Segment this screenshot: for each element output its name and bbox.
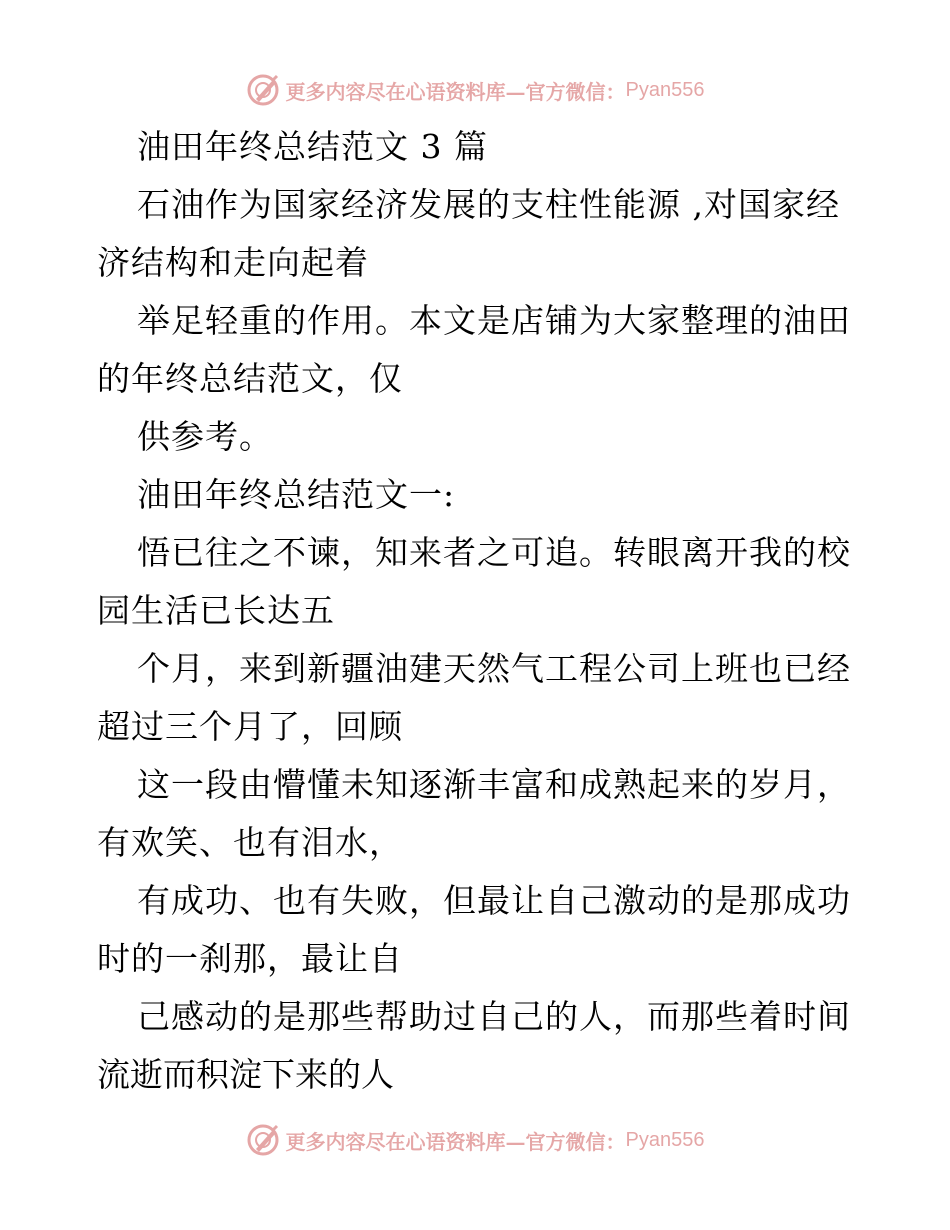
banner-wechat-handle: Pyan556 <box>625 1128 705 1151</box>
paragraph-line: 石油作为国家经济发展的支柱性能源 ,对国家经 <box>137 185 840 224</box>
footer-banner <box>0 1120 950 1160</box>
paragraph-line: 超过三个月了，回顾 <box>97 707 403 746</box>
paragraph-line: 悟已往之不谏，知来者之可追。转眼离开我的校 <box>137 533 851 572</box>
paragraph-line: 有成功、也有失败，但最让自己激动的是那成功 <box>137 881 851 920</box>
pen-logo-icon <box>246 73 280 107</box>
paragraph-line: 举足轻重的作用。本文是店铺为大家整理的油田 <box>137 301 851 340</box>
paragraph-line: 个月，来到新疆油建天然气工程公司上班也已经 <box>137 649 851 688</box>
paragraph-line: 时的一刹那，最让自 <box>97 939 403 978</box>
pen-logo-icon <box>246 1123 280 1157</box>
banner-text: 更多内容尽在心语资料库—官方微信： <box>285 79 626 104</box>
header-banner <box>0 70 950 110</box>
paragraph-line: 济结构和走向起着 <box>97 243 369 282</box>
banner-text: 更多内容尽在心语资料库—官方微信： <box>285 1129 626 1154</box>
document-title: 油田年终总结范文 3 篇 <box>137 127 488 166</box>
paragraph-line: 有欢笑、也有泪水， <box>97 823 403 862</box>
paragraph-line: 这一段由懵懂未知逐渐丰富和成熟起来的岁月， <box>137 765 851 804</box>
paragraph-line: 流逝而积淀下来的人 <box>97 1055 394 1094</box>
paragraph-line: 供参考。 <box>137 417 273 456</box>
paragraph-line: 的年终总结范文，仅 <box>97 359 403 398</box>
paragraph-line: 己感动的是那些帮助过自己的人，而那些着时间 <box>137 997 851 1036</box>
paragraph-line: 园生活已长达五 <box>97 591 335 630</box>
section-heading: 油田年终总结范文一: <box>137 475 456 514</box>
banner-wechat-handle: Pyan556 <box>625 78 705 101</box>
document-body <box>97 118 857 1104</box>
